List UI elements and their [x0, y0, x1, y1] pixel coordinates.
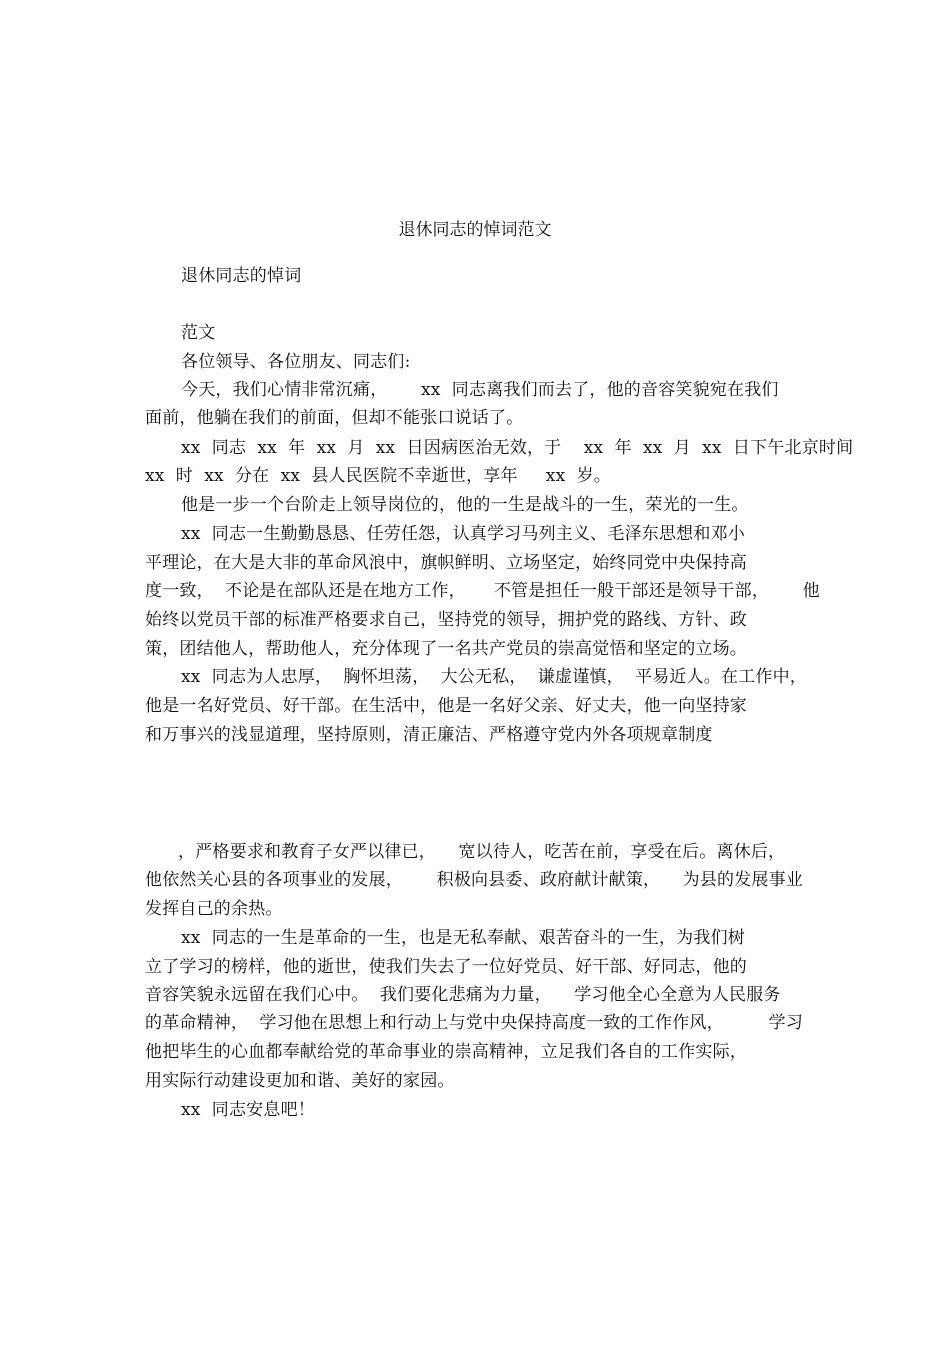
body-line: ，严格要求和教育子女严以律已， 宽以待人，吃苦在前，享受在后。离休后， — [178, 842, 786, 862]
body-line: 和万事兴的浅显道理，坚持原则，清正廉洁、严格遵守党内外各项规章制度 — [145, 725, 713, 745]
body-line: xx 时 xx 分在 xx 县人民医院不幸逝世，享年 xx 岁。 — [145, 466, 611, 486]
body-line: 立了学习的榜样，他的逝世，使我们失去了一位好党员、好干部、好同志，他的 — [145, 957, 747, 977]
body-line: xx 同志 xx 年 xx 月 xx 日因病医治无效，于 xx 年 xx 月 xx 日下午北京时间 — [181, 438, 854, 458]
document-title: 退休同志的悼词范文 — [398, 220, 552, 240]
body-line: 范文 — [181, 323, 216, 343]
body-line: xx 同志一生勤勤恳恳、任劳任怨，认真学习马列主义、毛泽东思想和邓小 — [181, 524, 745, 544]
body-line: 策，团结他人，帮助他人，充分体现了一名共产党员的崇高觉悟和坚定的立场。 — [145, 639, 747, 659]
body-line: 的革命精神， 学习他在思想上和行动上与党中央保持高度一致的工作作风， 学习 — [145, 1013, 804, 1033]
body-line: 平理论，在大是大非的革命风浪中，旗帜鲜明、立场坚定，始终同党中央保持高 — [145, 553, 747, 573]
document-subtitle: 退休同志的悼词 — [181, 266, 302, 286]
body-line: 今天，我们心情非常沉痛， xx 同志离我们而去了，他的音容笑貌宛在我们 — [181, 380, 779, 400]
body-line: 发挥自己的余热。 — [145, 899, 283, 919]
body-line: 用实际行动建设更加和谐、美好的家园。 — [145, 1071, 455, 1091]
body-line: 他把毕生的心血都奉献给党的革命事业的崇高精神，立足我们各自的工作实际， — [145, 1042, 747, 1062]
body-line: 他是一名好党员、好干部。在生活中，他是一名好父亲、好丈夫，他一向坚持家 — [145, 696, 747, 716]
body-line: 始终以党员干部的标准严格要求自己，坚持党的领导，拥护党的路线、方针、政 — [145, 610, 747, 630]
body-line: xx 同志的一生是革命的一生，也是无私奉献、艰苦奋斗的一生，为我们树 — [181, 928, 745, 948]
body-line: 度一致， 不论是在部队还是在地方工作， 不管是担任一般干部还是领导干部， 他 — [145, 581, 820, 601]
body-line: xx 同志为人忠厚， 胸怀坦荡， 大公无私， 谦虚谨慎， 平易近人。在工作中， — [181, 667, 808, 687]
body-line: 他依然关心县的各项事业的发展， 积极向县委、政府献计献策， 为县的发展事业 — [145, 870, 804, 890]
body-line: xx 同志安息吧！ — [181, 1100, 315, 1120]
body-line: 面前，他躺在我们的前面，但却不能张口说话了。 — [145, 408, 524, 428]
body-line: 音容笑貌永远留在我们心中。 我们要化悲痛为力量， 学习他全心全意为人民服务 — [145, 985, 781, 1005]
body-line: 他是一步一个台阶走上领导岗位的，他的一生是战斗的一生，荣光的一生。 — [181, 495, 749, 515]
body-line: 各位领导、各位朋友、同志们: — [181, 352, 411, 372]
